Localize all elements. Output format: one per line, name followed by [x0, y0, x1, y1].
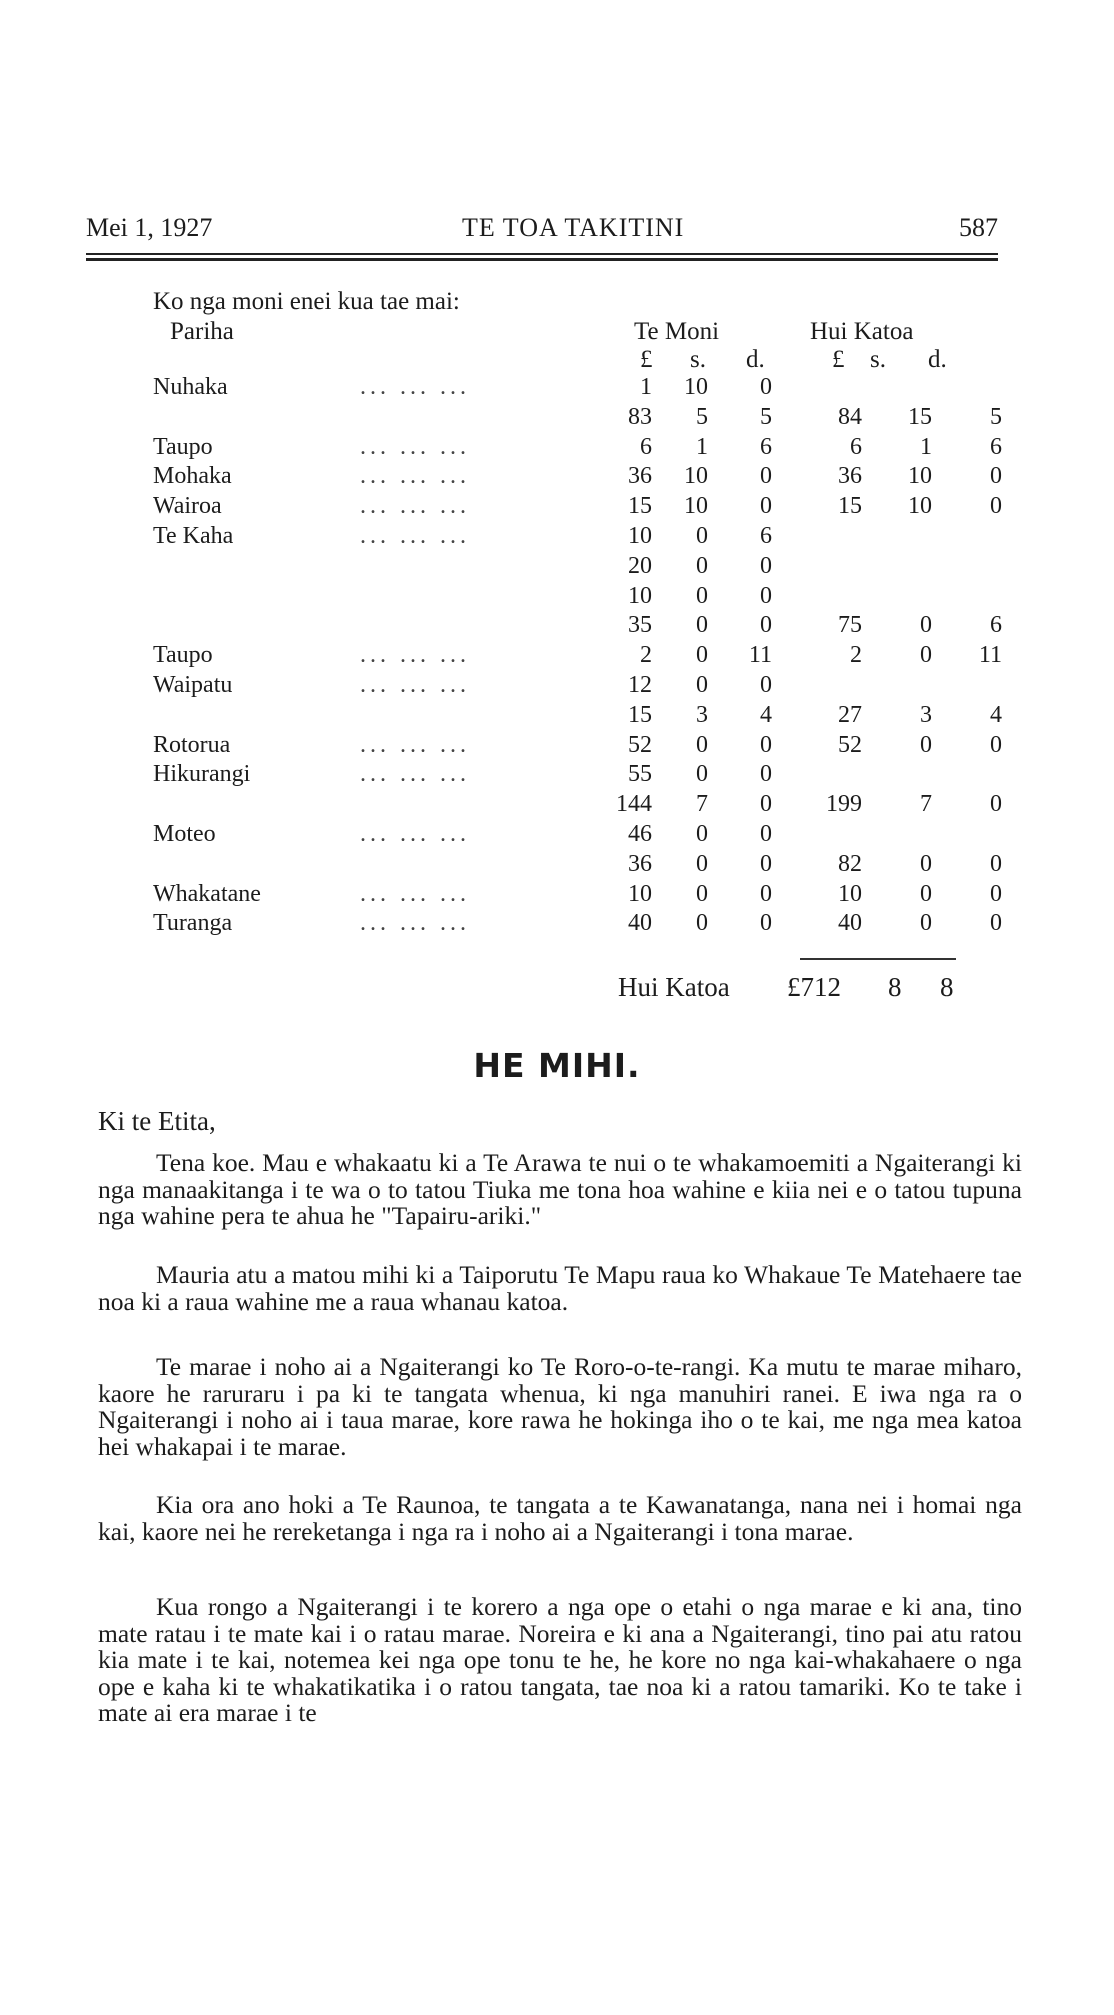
- table-row: [0, 463, 1114, 493]
- parish-name: Whakatane: [153, 880, 261, 907]
- subtotal-pounds: 75: [838, 612, 862, 639]
- amount-shillings: 0: [696, 850, 708, 877]
- article-paragraph: Mauria atu a matou mihi ki a Taiporutu Te Mapu raua ko Whakaue Te Matehaere tae noa ki a raua wahine me a raua whanau katoa.: [98, 1260, 1022, 1316]
- column-header-pariha: Pariha: [170, 318, 234, 345]
- amount-shillings: 0: [696, 731, 708, 758]
- parish-name: Hikurangi: [153, 761, 251, 788]
- table-row: [0, 612, 1114, 642]
- parish-name: Nuhaka: [153, 374, 228, 400]
- amount-shillings: 7: [696, 791, 708, 818]
- amount-pounds: 144: [616, 791, 652, 818]
- amount-pounds: 12: [628, 672, 652, 698]
- page-number: 587: [959, 213, 998, 242]
- amount-shillings: 0: [696, 523, 708, 549]
- amount-pence: 6: [760, 433, 772, 460]
- amount-shillings: 0: [696, 582, 708, 609]
- table-row: [0, 761, 1114, 791]
- parish-name: Taupo: [153, 642, 213, 669]
- amount-shillings: 0: [696, 612, 708, 639]
- sum-rule: [800, 958, 956, 960]
- amount-pence: 0: [760, 612, 772, 639]
- subtotal-pounds: 15: [838, 493, 862, 520]
- table-row: [0, 404, 1114, 434]
- parish-name: Rotorua: [153, 731, 231, 758]
- parish-name: Mohaka: [153, 463, 232, 490]
- leader-dots: ... ... ...: [360, 523, 470, 549]
- parish-name: Te Kaha: [153, 523, 234, 549]
- table-row: [0, 493, 1114, 523]
- table-row: [0, 434, 1114, 464]
- leader-dots: ... ... ...: [360, 642, 470, 669]
- subtotal-pounds: 2: [850, 642, 862, 669]
- amount-pounds: 35: [628, 612, 652, 639]
- column-header-hui-katoa: Hui Katoa: [810, 318, 914, 345]
- running-header: [86, 213, 998, 249]
- unit-shilling: s.: [870, 346, 886, 373]
- article-heading: HE MIHI.: [473, 1046, 641, 1085]
- table-row: [0, 583, 1114, 613]
- leader-dots: ... ... ...: [360, 731, 470, 758]
- amount-pounds: 10: [628, 582, 652, 609]
- subtotal-pence: 6: [990, 433, 1002, 460]
- unit-pence: d.: [928, 346, 947, 373]
- amount-shillings: 0: [696, 910, 708, 937]
- header-rule-thin: [86, 253, 998, 255]
- amount-shillings: 0: [696, 821, 708, 847]
- amount-pence: 0: [760, 880, 772, 907]
- leader-dots: ... ... ...: [360, 672, 470, 698]
- amount-pounds: 1: [640, 374, 652, 400]
- table-row: [0, 910, 1114, 940]
- amount-shillings: 1: [696, 433, 708, 460]
- unit-pence: d.: [746, 346, 765, 373]
- amount-pence: 0: [760, 761, 772, 788]
- table-row: [0, 523, 1114, 553]
- subtotal-shillings: 1: [920, 433, 932, 460]
- amount-pence: 0: [760, 493, 772, 520]
- issue-date: Mei 1, 1927: [86, 213, 213, 242]
- subtotal-shillings: 15: [908, 403, 932, 430]
- amount-pence: 6: [760, 523, 772, 549]
- subtotal-shillings: 0: [920, 880, 932, 907]
- header-rule-thick: [86, 258, 998, 261]
- amount-pounds: 52: [628, 731, 652, 758]
- amount-shillings: 5: [696, 403, 708, 430]
- amount-pounds: 15: [628, 701, 652, 728]
- subtotal-pence: 0: [990, 910, 1002, 937]
- subtotal-pounds: 6: [850, 433, 862, 460]
- table-row: [0, 881, 1114, 911]
- subtotal-shillings: 10: [908, 493, 932, 520]
- amount-pounds: 10: [628, 880, 652, 907]
- total-label: Hui Katoa: [618, 972, 730, 1002]
- article-salutation: Ki te Etita,: [98, 1106, 216, 1136]
- amount-shillings: 0: [696, 642, 708, 669]
- unit-shilling: s.: [690, 346, 706, 373]
- subtotal-pence: 0: [990, 791, 1002, 818]
- amount-pence: 0: [760, 672, 772, 698]
- parish-name: Turanga: [153, 910, 233, 937]
- leader-dots: ... ... ...: [360, 463, 470, 490]
- leader-dots: ... ... ...: [360, 433, 470, 460]
- amount-pounds: 83: [628, 403, 652, 430]
- amount-pence: 0: [760, 910, 772, 937]
- parish-name: Taupo: [153, 433, 213, 460]
- subtotal-pounds: 10: [838, 880, 862, 907]
- amount-shillings: 3: [696, 701, 708, 728]
- table-row: [0, 851, 1114, 881]
- subtotal-pence: 11: [978, 642, 1002, 669]
- subtotal-pounds: 27: [838, 701, 862, 728]
- subtotal-shillings: 0: [920, 642, 932, 669]
- table-row: [0, 732, 1114, 762]
- amount-pence: 0: [760, 463, 772, 490]
- subtotal-pence: 0: [990, 850, 1002, 877]
- article-paragraph: Te marae i noho ai a Ngaiterangi ko Te Roro-o-te-rangi. Ka mutu te marae miharo, kaore he raruraru i pa ki te tangata whenua, ki nga manuhiri ranei. E iwa nga ra o Ngaiterangi i noho ai i taua marae, kore rawa he hokinga iho o te kai, me nga mea katoa hei whakapai i te marae.: [98, 1352, 1022, 1461]
- amount-pounds: 46: [628, 821, 652, 847]
- column-header-te-moni: Te Moni: [634, 318, 720, 345]
- article-paragraph: Kua rongo a Ngaiterangi i te korero a nga ope o etahi o nga marae e ki ana, tino mate ratau i te mate kai i o ratau marae. Noreira e ki ana a Ngaiterangi, tino pai atu ratou kia mate i te kai, notemea kei nga ope tonu te he, he kore no nga kai-whakahaere o nga ope e kaha ki te whakatikatika i o ratou tangata, tae noa ki a ratou tamariki. Ko te take i mate ai era marae i te: [98, 1592, 1022, 1727]
- subtotal-pence: 0: [990, 731, 1002, 758]
- amount-pence: 0: [760, 374, 772, 400]
- article-paragraph: Tena koe. Mau e whakaatu ki a Te Arawa te nui o te whakamoemiti a Ngaiterangi ki nga manaakitanga i te wa o to tatou Tiuka me tona hoa wahine e kiia nei e o tatou tupuna nga wahine pera te ahua he "Tapairu-ariki.": [98, 1148, 1022, 1230]
- amount-pence: 11: [748, 642, 772, 669]
- leader-dots: ... ... ...: [360, 910, 470, 937]
- parish-name: Wairoa: [153, 493, 222, 520]
- amount-pounds: 20: [628, 552, 652, 579]
- contributions-intro: Ko nga moni enei kua tae mai:: [153, 288, 460, 315]
- article-paragraph: Kia ora ano hoki a Te Raunoa, te tangata a te Kawanatanga, nana nei i homai nga kai, kaore nei he rereketanga i nga ra i noho ai a Ngaiterangi i tona marae.: [98, 1490, 1022, 1546]
- leader-dots: ... ... ...: [360, 761, 470, 788]
- amount-shillings: 10: [684, 463, 708, 490]
- amount-pounds: 10: [628, 523, 652, 549]
- amount-shillings: 0: [696, 761, 708, 788]
- subtotal-shillings: 3: [920, 701, 932, 728]
- subtotal-pence: 6: [990, 612, 1002, 639]
- leader-dots: ... ... ...: [360, 880, 470, 907]
- subtotal-pence: 4: [990, 701, 1002, 728]
- amount-pence: 0: [760, 821, 772, 847]
- leader-dots: ... ... ...: [360, 493, 470, 520]
- subtotal-shillings: 10: [908, 463, 932, 490]
- total-pence: 8: [940, 972, 954, 1002]
- amount-pence: 0: [760, 582, 772, 609]
- publication-title: TE TOA TAKITINI: [462, 213, 685, 242]
- amount-pounds: 36: [628, 850, 652, 877]
- table-row: [0, 374, 1114, 404]
- unit-pound: £: [640, 346, 653, 373]
- subtotal-pounds: 40: [838, 910, 862, 937]
- subtotal-pence: 0: [990, 463, 1002, 490]
- amount-pounds: 55: [628, 761, 652, 788]
- amount-shillings: 10: [684, 374, 708, 400]
- amount-pounds: 15: [628, 493, 652, 520]
- unit-pound: £: [832, 346, 845, 373]
- subtotal-shillings: 7: [920, 791, 932, 818]
- parish-name: Moteo: [153, 821, 216, 847]
- leader-dots: ... ... ...: [360, 821, 470, 847]
- amount-shillings: 0: [696, 880, 708, 907]
- amount-pence: 0: [760, 850, 772, 877]
- subtotal-pence: 0: [990, 493, 1002, 520]
- table-row: [0, 553, 1114, 583]
- amount-pence: 0: [760, 791, 772, 818]
- table-row: [0, 642, 1114, 672]
- subtotal-shillings: 0: [920, 850, 932, 877]
- amount-shillings: 10: [684, 493, 708, 520]
- subtotal-pounds: 84: [838, 403, 862, 430]
- total-pounds: £712: [787, 972, 841, 1002]
- parish-name: Waipatu: [153, 672, 233, 698]
- amount-pence: 0: [760, 731, 772, 758]
- leader-dots: ... ... ...: [360, 374, 470, 400]
- amount-shillings: 0: [696, 552, 708, 579]
- amount-pounds: 36: [628, 463, 652, 490]
- subtotal-pence: 5: [990, 403, 1002, 430]
- subtotal-pounds: 36: [838, 463, 862, 490]
- amount-pence: 5: [760, 403, 772, 430]
- subtotal-pounds: 199: [826, 791, 862, 818]
- table-row: [0, 702, 1114, 732]
- subtotal-shillings: 0: [920, 612, 932, 639]
- table-row: [0, 821, 1114, 851]
- subtotal-pounds: 52: [838, 731, 862, 758]
- subtotal-shillings: 0: [920, 731, 932, 758]
- subtotal-shillings: 0: [920, 910, 932, 937]
- amount-shillings: 0: [696, 672, 708, 698]
- amount-pence: 0: [760, 552, 772, 579]
- amount-pence: 4: [760, 701, 772, 728]
- total-shillings: 8: [888, 972, 902, 1002]
- table-row: [0, 672, 1114, 702]
- subtotal-pounds: 82: [838, 850, 862, 877]
- amount-pounds: 2: [640, 642, 652, 669]
- amount-pounds: 6: [640, 433, 652, 460]
- amount-pounds: 40: [628, 910, 652, 937]
- table-row: [0, 791, 1114, 821]
- subtotal-pence: 0: [990, 880, 1002, 907]
